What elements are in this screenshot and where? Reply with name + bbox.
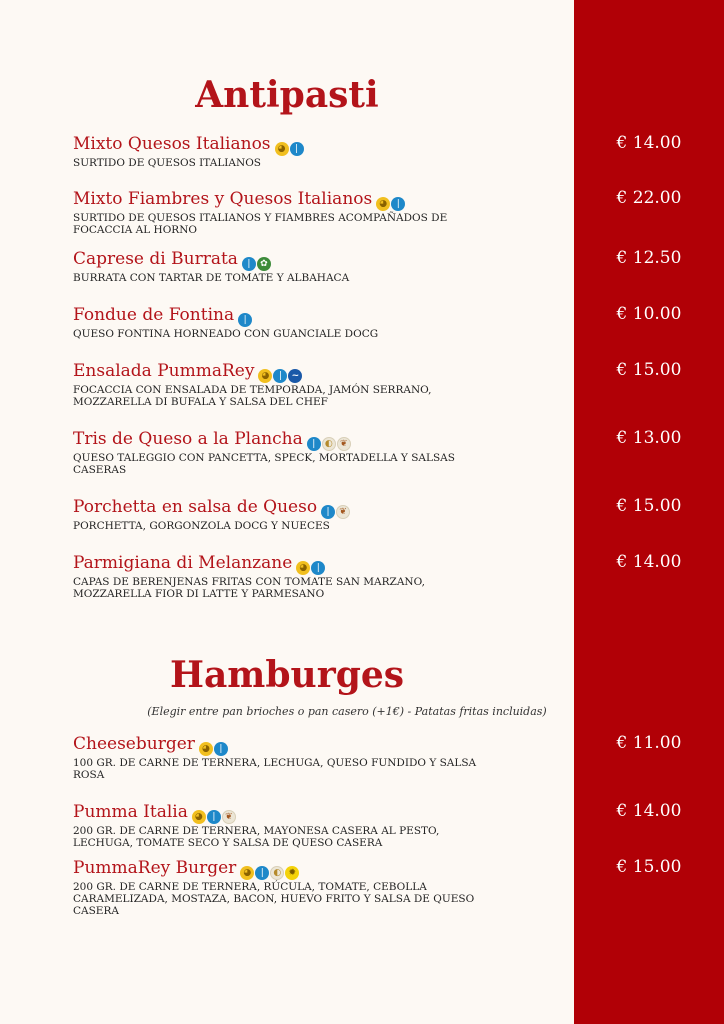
menu-item: [73, 189, 573, 236]
nuts-allergen-icon: ❦: [222, 810, 236, 824]
menu-item: [73, 802, 573, 849]
menu-item-price: € 15.00: [616, 360, 682, 380]
menu-item: [73, 361, 573, 408]
menu-item: [73, 858, 573, 917]
egg-allergen-icon: ◐: [270, 866, 284, 880]
menu-item-description: 100 GR. DE CARNE DE TERNERA, LECHUGA, QUESO FUNDIDO Y SALSA ROSA: [73, 757, 477, 781]
menu-item: [73, 734, 573, 781]
gluten-allergen-icon: ❘: [311, 561, 325, 575]
menu-item-name: Ensalada PummaRey: [73, 361, 255, 381]
menu-item-price: € 14.00: [616, 801, 682, 821]
menu-item: [73, 305, 573, 340]
gluten-allergen-icon: ❘: [307, 437, 321, 451]
mustard-allergen-icon: ✹: [285, 866, 299, 880]
menu-item-price: € 14.00: [616, 552, 682, 572]
menu-item-description: SURTIDO DE QUESOS ITALIANOS Y FIAMBRES ACOMPAÑADOS DE FOCACCIA AL HORNO: [73, 212, 448, 236]
lactose-allergen-icon: ◕: [275, 142, 289, 156]
nuts-allergen-icon: ❦: [337, 437, 351, 451]
menu-item-name: Parmigiana di Melanzane: [73, 553, 293, 573]
gluten-allergen-icon: ❘: [214, 742, 228, 756]
lactose-allergen-icon: ◕: [240, 866, 254, 880]
allergen-icons: [242, 257, 271, 271]
allergen-icons: [275, 142, 304, 156]
egg-allergen-icon: ◐: [322, 437, 336, 451]
allergen-icons: [192, 810, 236, 824]
menu-item-price: € 22.00: [616, 188, 682, 208]
menu-item-description: QUESO TALEGGIO CON PANCETTA, SPECK, MORTADELLA Y SALSAS CASERAS: [73, 452, 455, 476]
lactose-allergen-icon: ◕: [192, 810, 206, 824]
menu-item-name: Mixto Quesos Italianos: [73, 134, 271, 154]
allergen-icons: [199, 742, 228, 756]
menu-item-description: QUESO FONTINA HORNEADO CON GUANCIALE DOCG: [73, 328, 379, 340]
allergen-icons: [307, 437, 351, 451]
menu-item-description: SURTIDO DE QUESOS ITALIANOS: [73, 157, 262, 169]
menu-item-name: Porchetta en salsa de Queso: [73, 497, 318, 517]
allergen-icons: [240, 866, 299, 880]
menu-item-price: € 10.00: [616, 304, 682, 324]
menu-item-description: 200 GR. DE CARNE DE TERNERA, MAYONESA CASERA AL PESTO, LECHUGA, TOMATE SECO Y SALSA DE QUESO CASERA: [73, 825, 440, 849]
gluten-allergen-icon: ❘: [238, 313, 252, 327]
allergen-icons: [258, 369, 302, 383]
lactose-allergen-icon: ◕: [296, 561, 310, 575]
gluten-allergen-icon: ❘: [321, 505, 335, 519]
lactose-allergen-icon: ◕: [376, 197, 390, 211]
hamburges-title: Hamburges: [169, 654, 405, 696]
nuts-allergen-icon: ❦: [336, 505, 350, 519]
menu-item-description: FOCACCIA CON ENSALADA DE TEMPORADA, JAMÓN SERRANO, MOZZARELLA DI BUFALA Y SALSA DEL CHEF: [73, 384, 432, 408]
menu-item-name: Caprese di Burrata: [73, 249, 238, 269]
lactose-allergen-icon: ◕: [258, 369, 272, 383]
menu-item-description: PORCHETTA, GORGONZOLA DOCG Y NUECES: [73, 520, 330, 532]
menu-item-description: CAPAS DE BERENJENAS FRITAS CON TOMATE SAN MARZANO, MOZZARELLA FIOR DI LATTE Y PARMESANO: [73, 576, 425, 600]
menu-item-price: € 11.00: [616, 733, 682, 753]
antipasti-title: Antipasti: [195, 74, 379, 116]
gluten-allergen-icon: ❘: [391, 197, 405, 211]
menu-item-name: Tris de Queso a la Plancha: [73, 429, 303, 449]
fish-allergen-icon: ~: [288, 369, 302, 383]
gluten-allergen-icon: ❘: [207, 810, 221, 824]
allergen-icons: [296, 561, 325, 575]
menu-item-price: € 12.50: [616, 248, 682, 268]
menu-item-description: 200 GR. DE CARNE DE TERNERA, RÚCULA, TOMATE, CEBOLLA CARAMELIZADA, MOSTAZA, BACON, HUEVO FRITO Y SALSA DE QUESO CASERA: [73, 881, 475, 917]
menu-item-name: Pumma Italia: [73, 802, 188, 822]
gluten-allergen-icon: ❘: [255, 866, 269, 880]
menu-item: [73, 429, 573, 476]
gluten-allergen-icon: ❘: [273, 369, 287, 383]
lactose-allergen-icon: ◕: [199, 742, 213, 756]
menu-item-price: € 14.00: [616, 133, 682, 153]
allergen-icons: [238, 313, 252, 327]
menu-item-price: € 13.00: [616, 428, 682, 448]
menu-item-price: € 15.00: [616, 496, 682, 516]
hamburges-subtitle: (Elegir entre pan brioches o pan casero (+1€) - Patatas fritas incluidas): [147, 705, 547, 718]
menu-item: [73, 497, 573, 532]
menu-item-name: Mixto Fiambres y Quesos Italianos: [73, 189, 373, 209]
menu-item-name: Cheeseburger: [73, 734, 195, 754]
menu-item-name: PummaRey Burger: [73, 858, 237, 878]
allergen-icons: [376, 197, 405, 211]
allergen-icons: [321, 505, 350, 519]
menu-item-price: € 15.00: [616, 857, 682, 877]
menu-item: [73, 553, 573, 600]
menu-item: [73, 249, 573, 284]
gluten-allergen-icon: ❘: [242, 257, 256, 271]
celery-allergen-icon: ✿: [257, 257, 271, 271]
menu-item-description: BURRATA CON TARTAR DE TOMATE Y ALBAHACA: [73, 272, 350, 284]
menu-item-name: Fondue de Fontina: [73, 305, 235, 325]
gluten-allergen-icon: ❘: [290, 142, 304, 156]
menu-item: [73, 134, 573, 169]
